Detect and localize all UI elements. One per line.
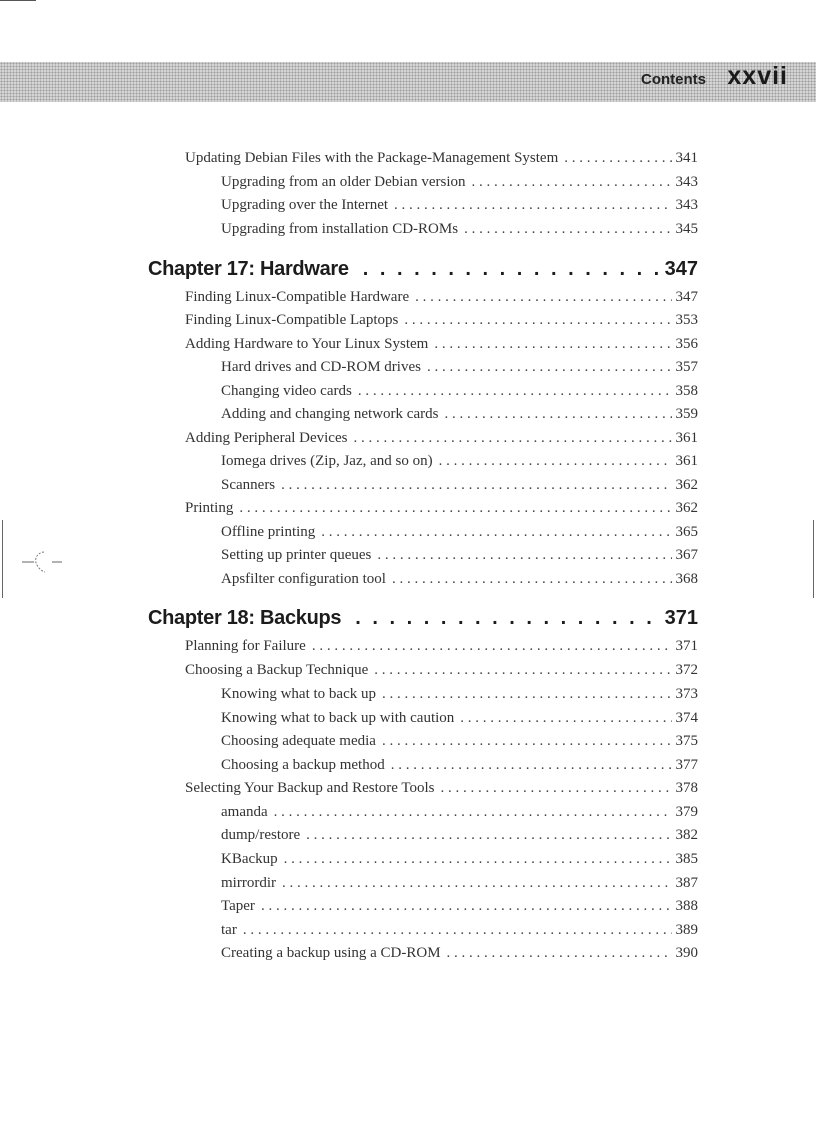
leader-dots <box>282 873 672 893</box>
leader-dots <box>312 636 672 656</box>
toc-entry-page: 378 <box>675 780 698 796</box>
left-edge-mark <box>2 520 3 598</box>
toc-entry-page: 375 <box>675 733 698 749</box>
toc-entry-page: 343 <box>675 197 698 213</box>
toc-subsection[interactable] <box>221 802 698 822</box>
toc-entry-page: 385 <box>675 851 698 867</box>
leader-dots <box>394 195 671 215</box>
toc-entry-title: Updating Debian Files with the Package-Management System <box>185 150 559 166</box>
toc-entry-page: 362 <box>675 500 698 516</box>
toc-section[interactable] <box>185 148 698 168</box>
toc-entry-page: 379 <box>675 804 698 820</box>
leader-dots <box>391 755 672 775</box>
leader-dots <box>274 802 672 822</box>
toc-entry-title: Choosing a backup method <box>221 757 385 773</box>
toc-section[interactable] <box>185 428 698 448</box>
leader-dots <box>434 334 671 354</box>
leader-dots <box>284 849 672 869</box>
toc-subsection[interactable] <box>221 755 698 775</box>
toc-subsection[interactable] <box>221 708 698 728</box>
leader-dots <box>447 943 672 963</box>
leader-dots <box>564 148 671 168</box>
toc-entry-page: 357 <box>675 359 698 375</box>
leader-dots <box>281 475 671 495</box>
toc-entry-title: Offline printing <box>221 524 316 540</box>
leader-dots <box>382 684 672 704</box>
leader-dots <box>439 451 672 471</box>
toc-entry-page: 356 <box>675 336 698 352</box>
toc-entry-title: Choosing adequate media <box>221 733 376 749</box>
toc-entry-page: 371 <box>675 638 698 654</box>
toc-entry-page: 358 <box>675 383 698 399</box>
toc-entry-title: Finding Linux-Compatible Hardware <box>185 289 410 305</box>
toc-entry-page: 361 <box>675 453 698 469</box>
toc-entry-title: Upgrading from installation CD-ROMs <box>221 221 459 237</box>
toc-entry-title: Scanners <box>221 477 276 493</box>
toc-entry-page: 387 <box>675 875 698 891</box>
toc-section[interactable] <box>185 778 698 798</box>
toc-subsection[interactable] <box>221 381 698 401</box>
corner-rule <box>0 0 36 1</box>
toc-section[interactable] <box>185 636 698 656</box>
toc-entry-page: 343 <box>675 174 698 190</box>
toc-entry-title: Selecting Your Backup and Restore Tools <box>185 780 435 796</box>
toc-section[interactable] <box>185 334 698 354</box>
toc-subsection[interactable] <box>221 731 698 751</box>
toc-subsection[interactable] <box>221 475 698 495</box>
toc-entry-page: 374 <box>675 710 698 726</box>
toc-entry-page: 341 <box>675 150 698 166</box>
leader-dots <box>404 310 671 330</box>
chapter-page: 371 <box>664 607 698 629</box>
toc-entry-title: Planning for Failure <box>185 638 306 654</box>
toc-entry-title: Printing <box>185 500 234 516</box>
leader-dots <box>392 569 672 589</box>
leader-dots <box>444 404 671 424</box>
page-number: xxvii <box>727 62 788 90</box>
toc-section[interactable] <box>185 498 698 518</box>
toc-entry-title: Apsfilter configuration tool <box>221 571 386 587</box>
leader-dots <box>415 287 671 307</box>
toc-section[interactable] <box>185 287 698 307</box>
toc-entry-title: Taper <box>221 898 255 914</box>
toc-entry-page: 361 <box>675 430 698 446</box>
leader-dots <box>441 778 672 798</box>
toc-subsection[interactable] <box>221 825 698 845</box>
toc-entry-page: 367 <box>675 547 698 563</box>
toc-entry-title: tar <box>221 922 237 938</box>
leader-dots <box>363 256 659 282</box>
toc-entry-title: mirrordir <box>221 875 276 891</box>
toc-entry-page: 372 <box>675 662 698 678</box>
toc-subsection[interactable] <box>221 522 698 542</box>
leader-dots <box>243 920 672 940</box>
toc-entry-page: 373 <box>675 686 698 702</box>
toc-subsection[interactable] <box>221 569 698 589</box>
toc-subsection[interactable] <box>221 404 698 424</box>
toc-entry-title: Iomega drives (Zip, Jaz, and so on) <box>221 453 433 469</box>
toc-entry-page: 388 <box>675 898 698 914</box>
chapter-title: Chapter 17: Hardware <box>148 258 349 280</box>
leader-dots <box>321 522 671 542</box>
right-edge-mark <box>813 520 814 598</box>
leader-dots <box>306 825 671 845</box>
toc-subsection[interactable] <box>221 684 698 704</box>
toc-section[interactable] <box>185 310 698 330</box>
toc-subsection[interactable] <box>221 873 698 893</box>
leader-dots <box>374 660 671 680</box>
toc-entry-title: Knowing what to back up with caution <box>221 710 455 726</box>
chapter-page: 347 <box>664 258 698 280</box>
toc-entry-page: 389 <box>675 922 698 938</box>
toc-entry-page: 377 <box>675 757 698 773</box>
leader-dots <box>377 545 671 565</box>
leader-dots <box>261 896 672 916</box>
toc-subsection[interactable] <box>221 172 698 192</box>
toc-entry-page: 368 <box>675 571 698 587</box>
toc-chapter-18[interactable] <box>148 605 698 631</box>
leader-dots <box>382 731 672 751</box>
toc-entry-title: Creating a backup using a CD-ROM <box>221 945 441 961</box>
toc-entry-title: amanda <box>221 804 268 820</box>
toc-subsection[interactable] <box>221 357 698 377</box>
toc-entry-page: 359 <box>675 406 698 422</box>
toc-entry-title: KBackup <box>221 851 278 867</box>
leader-dots <box>355 605 658 631</box>
toc-section[interactable] <box>185 660 698 680</box>
toc-subsection[interactable] <box>221 451 698 471</box>
leader-dots <box>353 428 671 448</box>
leader-dots <box>460 708 671 728</box>
toc-chapter-17[interactable] <box>148 256 698 282</box>
toc-subsection[interactable] <box>221 545 698 565</box>
toc-entry-title: Adding Peripheral Devices <box>185 430 348 446</box>
toc-entry-page: 353 <box>675 312 698 328</box>
leader-dots <box>472 172 672 192</box>
running-header-section: Contents <box>641 71 706 88</box>
registration-mark-icon <box>22 548 66 576</box>
toc-entry-page: 365 <box>675 524 698 540</box>
toc-entry-title: Knowing what to back up <box>221 686 376 702</box>
toc-subsection[interactable] <box>221 219 698 239</box>
toc-subsection[interactable] <box>221 849 698 869</box>
toc-entry-title: Changing video cards <box>221 383 352 399</box>
toc-entry-title: Finding Linux-Compatible Laptops <box>185 312 399 328</box>
toc-subsection[interactable] <box>221 943 698 963</box>
toc-entry-title: Adding Hardware to Your Linux System <box>185 336 429 352</box>
leader-dots <box>427 357 672 377</box>
toc-entry-page: 345 <box>675 221 698 237</box>
chapter-title: Chapter 18: Backups <box>148 607 342 629</box>
toc-entry-title: Setting up printer queues <box>221 547 372 563</box>
toc-subsection[interactable] <box>221 195 698 215</box>
toc-entry-page: 347 <box>675 289 698 305</box>
toc-entry-title: Upgrading from an older Debian version <box>221 174 466 190</box>
toc-entry-page: 362 <box>675 477 698 493</box>
leader-dots <box>358 381 672 401</box>
leader-dots <box>464 219 671 239</box>
toc-entry-page: 390 <box>675 945 698 961</box>
toc-entry-title: dump/restore <box>221 827 301 843</box>
leader-dots <box>239 498 671 518</box>
toc-entry-title: Choosing a Backup Technique <box>185 662 369 678</box>
toc-entry-title: Hard drives and CD-ROM drives <box>221 359 421 375</box>
toc-subsection[interactable] <box>221 896 698 916</box>
toc-entry-title: Upgrading over the Internet <box>221 197 389 213</box>
toc-entry-page: 382 <box>675 827 698 843</box>
toc-subsection[interactable] <box>221 920 698 940</box>
toc-entry-title: Adding and changing network cards <box>221 406 439 422</box>
